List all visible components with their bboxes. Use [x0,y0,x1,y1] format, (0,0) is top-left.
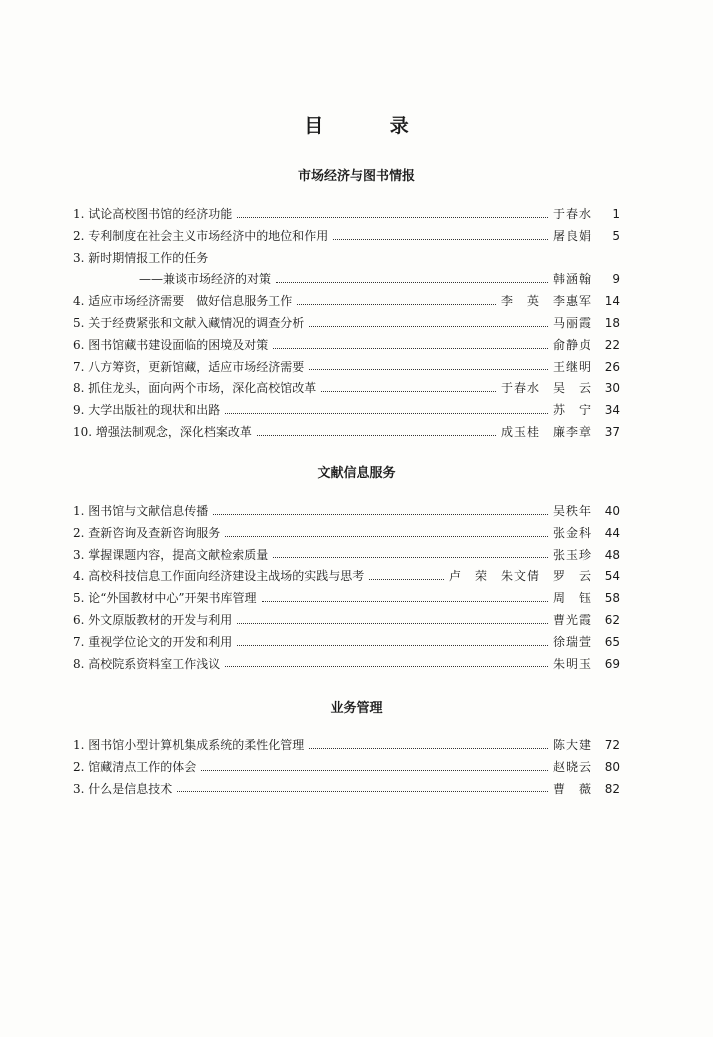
toc-entry [73,779,620,801]
toc-entry-page: 69 [604,656,620,671]
page-title: 目 录 [304,115,439,137]
toc-entry-author: 韩涵翰 [552,272,592,287]
toc-entry-page: 58 [604,591,620,606]
section-title: 业务管理 [330,701,383,716]
dot-leader [257,434,496,436]
toc-entry-author: 张金科 [552,525,592,540]
toc-entry [73,291,620,313]
toc-entry-page: 44 [604,525,620,540]
toc-entry-author: 赵晓云 [552,759,592,774]
toc-entry-author: 李 英 李惠军 [500,294,592,309]
dot-leader [213,513,548,515]
toc-entry [73,248,620,270]
dot-leader [309,325,548,327]
toc-entry-title: 9. 大学出版社的现状和出路 [73,403,221,418]
toc-entry-title: 5. 关于经费紧张和文献入藏情况的调查分析 [73,315,305,330]
toc-entry [73,654,620,676]
toc-entry-page: 14 [604,294,620,309]
toc-entry-page: 30 [604,381,620,396]
toc-entry-author: 卢 荣 朱文倩 罗 云 [448,569,592,584]
toc-entry-title: 4. 高校科技信息工作面向经济建设主战场的实践与思考 [73,569,365,584]
toc-section-1 [73,204,620,444]
toc-entry-author: 于春水 吴 云 [500,381,592,396]
toc-entry-author: 于春水 [552,207,592,221]
toc-entry-title: ——兼谈市场经济的对策 [139,272,272,287]
toc-entry-title: 5. 论“外国教材中心”开架书库管理 [73,591,257,606]
toc-entry-author: 周 钰 [552,591,592,606]
toc-entry-author: 张玉珍 [552,547,592,562]
toc-entry-page: 40 [604,504,620,518]
toc-entry-title: 6. 图书馆藏书建设面临的困境及对策 [73,337,269,352]
dot-leader [225,412,548,414]
dot-leader [225,665,548,667]
toc-entry-author: 屠良娟 [552,228,592,243]
dot-leader [237,644,548,646]
toc-entry-title: 4. 适应市场经济需要 做好信息服务工作 [73,294,293,309]
toc-section-2 [73,501,620,675]
toc-entry-author: 王继明 [552,359,592,374]
dot-leader [369,578,444,580]
dot-leader [297,303,496,305]
toc-entry [73,757,620,779]
toc-entry-author: 吴秩年 [552,504,592,518]
toc-entry-title: 2. 馆藏清点工作的体会 [73,759,197,774]
toc-entry-title: 8. 高校院系资料室工作浅议 [73,656,221,671]
section-title: 市场经济与图书情报 [297,169,415,184]
toc-entry [73,313,620,335]
dot-leader [262,600,548,602]
dot-leader [333,238,548,240]
toc-entry-title: 2. 查新咨询及查新咨询服务 [73,525,221,540]
toc-entry [73,335,620,357]
toc-entry [73,378,620,400]
toc-entry-page: 5 [612,228,620,243]
toc-entry [73,735,620,757]
toc-entry-author: 马丽霞 [552,315,592,330]
toc-entry [73,204,620,226]
toc-entry-author: 俞静贞 [552,337,592,352]
toc-entry [73,422,620,444]
dot-leader [309,747,548,749]
toc-entry [73,523,620,545]
toc-entry [73,400,620,422]
toc-entry [73,610,620,632]
toc-entry-page: 65 [604,634,620,649]
toc-entry-title: 6. 外文原版教材的开发与利用 [73,612,233,627]
toc-entry-page: 82 [604,781,620,796]
toc-entry [73,269,620,291]
toc-entry [73,588,620,610]
toc-entry-author: 朱明玉 [552,656,592,671]
dot-leader [321,390,496,392]
toc-entry-title: 1. 图书馆与文献信息传播 [73,504,209,518]
toc-entry-page: 80 [604,759,620,774]
dot-leader [309,368,548,370]
toc-entry-title: 1. 图书馆小型计算机集成系统的柔性化管理 [73,738,305,752]
toc-entry-title: 1. 试论高校图书馆的经济功能 [73,207,233,221]
toc-entry-title: 3. 新时期情报工作的任务 [73,250,209,265]
toc-entry-title: 7. 八方筹资，更新馆藏，适应市场经济需要 [73,359,305,374]
toc-entry [73,501,620,523]
dot-leader [273,556,548,558]
toc-entry-page: 26 [604,359,620,374]
toc-entry [73,357,620,379]
dot-leader [237,216,548,218]
toc-entry-title: 7. 重视学位论文的开发和利用 [73,634,233,649]
toc-entry-page: 54 [604,569,620,584]
toc-section-3 [73,735,620,800]
dot-leader [237,622,548,624]
toc-entry-title: 8. 抓住龙头，面向两个市场，深化高校馆改革 [73,381,317,396]
dot-leader [177,790,548,792]
toc-entry-author: 陈大建 [552,738,592,752]
toc-entry-page: 18 [604,315,620,330]
toc-entry-author: 曹光霞 [552,612,592,627]
dot-leader [225,535,548,537]
toc-entry-title: 10. 增强法制观念，深化档案改革 [73,424,252,439]
toc-entry-author: 徐瑞萱 [552,634,592,649]
toc-entry-page: 22 [604,337,620,352]
toc-entry-page: 1 [612,207,620,221]
toc-entry-page: 48 [604,547,620,562]
toc-entry-title: 3. 掌握课题内容，提高文献检索质量 [73,547,269,562]
toc-entry [73,226,620,248]
toc-entry-author: 成玉桂 廉李章 [500,424,592,439]
dot-leader [276,281,548,283]
toc-entry [73,566,620,588]
toc-entry-page: 34 [604,403,620,418]
toc-entry-page: 72 [604,738,620,752]
toc-entry-title: 2. 专利制度在社会主义市场经济中的地位和作用 [73,228,329,243]
toc-entry-author: 苏 宁 [552,403,592,418]
toc-entry [73,545,620,567]
toc-entry [73,632,620,654]
section-title: 文献信息服务 [317,466,396,481]
toc-entry-page: 62 [604,612,620,627]
toc-entry-page: 9 [612,272,620,287]
toc-entry-author: 曹 薇 [552,781,592,796]
toc-entry-title: 3. 什么是信息技术 [73,781,173,796]
dot-leader [201,769,548,771]
dot-leader [273,347,548,349]
toc-entry-page: 37 [604,424,620,439]
